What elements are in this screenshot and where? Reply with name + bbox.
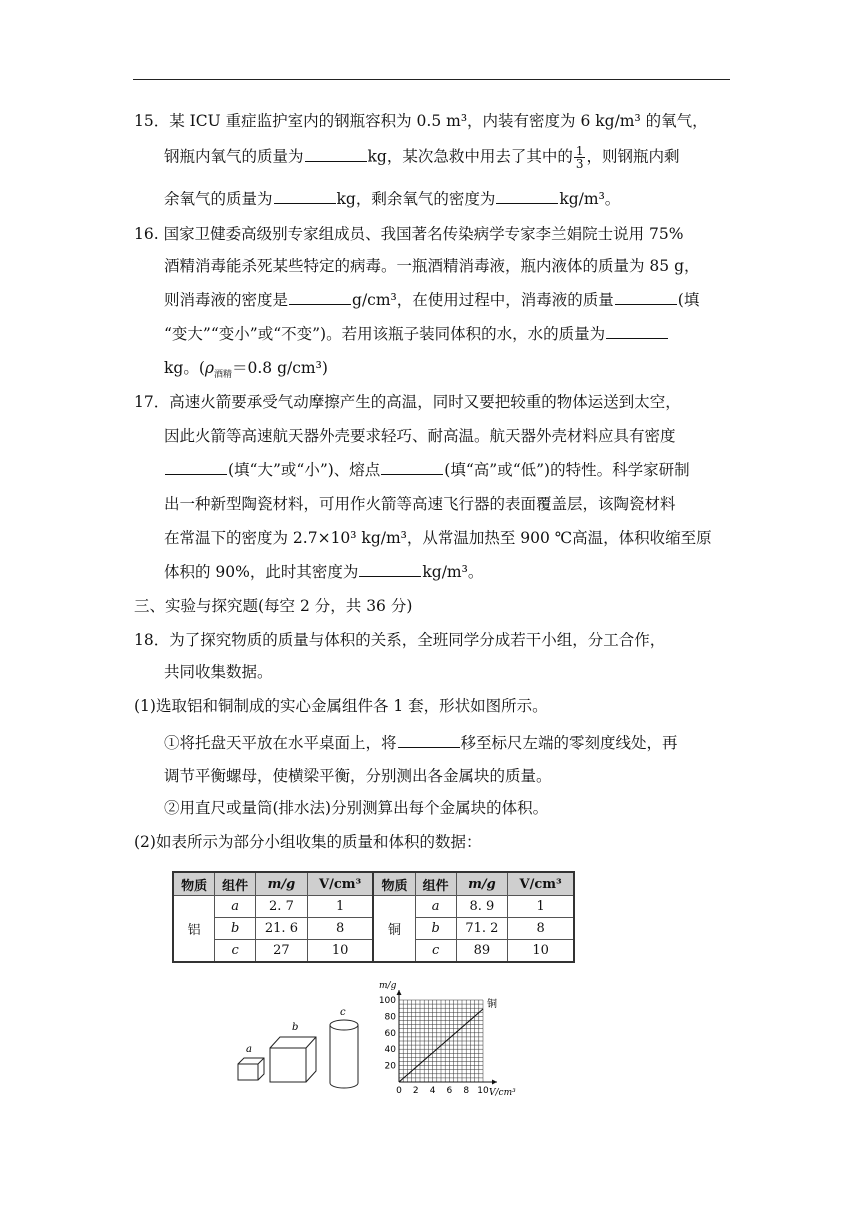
q16-line-4: “变大”“变小”或“不变”)。若用该瓶子装同体积的水，水的质量为 [164, 323, 669, 345]
part-cell: c [215, 940, 256, 963]
x-tick-label: 6 [446, 1086, 453, 1096]
header-cell: 组件 [215, 872, 256, 896]
mass-volume-chart [375, 978, 535, 1100]
answer-blank[interactable] [398, 733, 460, 748]
section-heading: 三、实验与探究题(每空 2 分，共 36 分) [134, 597, 413, 615]
x-tick-label: 0 [396, 1086, 402, 1096]
cube-b-shape [270, 1037, 316, 1082]
header-cell: 组件 [415, 872, 456, 896]
header-cell: m/g [256, 872, 308, 896]
q17-line-1: 17．高速火箭要承受气动摩擦产生的高温，同时又要把较重的物体运送到太空， [134, 393, 681, 411]
volume-cell: 8 [508, 918, 574, 940]
mass-cell: 71. 2 [456, 918, 508, 940]
q18-step-1: ①将托盘天平放在水平桌面上，将 移至标尺左端的零刻度线处，再 [164, 734, 678, 752]
chart-grid [399, 1000, 483, 1082]
header-cell: V/cm³ [307, 872, 373, 896]
cube-a-shape [238, 1058, 264, 1080]
q16-line-5: kg。($\rho_{酒精}=0.8$ g/cm³) [164, 359, 328, 381]
answer-blank[interactable] [496, 189, 558, 204]
y-axis-arrow [397, 990, 402, 995]
answer-blank[interactable] [381, 460, 443, 475]
q16-line-1: 16. 国家卫健委高级别专家组成员、我国著名传染病学专家李兰娟院士说用 75% [134, 225, 684, 243]
q15-line-3: 余氧气的质量为 kg，剩余氧气的密度为 kg/m³。 [164, 190, 621, 208]
y-tick-label: 100 [378, 996, 396, 1006]
q17-line-4: 出一种新型陶瓷材料，可用作火箭等高速飞行器的表面覆盖层，该陶瓷材料 [164, 495, 676, 513]
q16-line-3: 则消毒液的密度是 g/cm³，在使用过程中，消毒液的质量 (填 [164, 291, 700, 309]
x-axis-label: V/cm³ [489, 1088, 516, 1098]
q18-line-2: 共同收集数据。 [164, 663, 273, 681]
material-cell: 铜 [373, 896, 415, 963]
table-header-row [173, 872, 574, 896]
part-cell: a [215, 896, 256, 918]
q15-line-1: 15．某 ICU 重症监护室内的钢瓶容积为 0.5 m³，内装有密度为 6 kg/m³ 的氧气， [134, 112, 708, 130]
q17-line-2: 因此火箭等高速航天器外壳要求轻巧、耐高温。航天器外壳材料应具有密度 [164, 427, 676, 445]
part-cell: c [415, 940, 456, 963]
y-tick-label: 20 [384, 1061, 396, 1072]
y-tick-label: 60 [384, 1028, 396, 1039]
answer-blank[interactable] [289, 290, 351, 305]
fraction: $\frac{1}{3}$ [575, 144, 584, 171]
x-tick-label: 10 [477, 1086, 489, 1096]
x-tick-label: 4 [429, 1086, 436, 1096]
volume-cell: 8 [307, 918, 373, 940]
q17-line-3: (填“大”或“小”)、熔点 (填“高”或“低”)的特性。科学家研制 [164, 459, 690, 481]
part-cell: b [215, 918, 256, 940]
mass-cell: 27 [256, 940, 308, 963]
shape-label-a: a [246, 1044, 252, 1055]
shape-label-b: b [292, 1022, 299, 1033]
cylinder-c-shape [330, 1020, 358, 1088]
answer-blank[interactable] [305, 147, 367, 162]
header-cell: m/g [456, 872, 508, 896]
y-tick-label: 40 [384, 1045, 396, 1056]
q17-line-5: 在常温下的密度为 2.7×10³ kg/m³，从常温加热至 900 ℃高温，体积收缩至原 [164, 529, 712, 547]
table-row [173, 896, 574, 918]
material-cell: 铝 [173, 896, 215, 963]
header-cell: 物质 [373, 872, 415, 896]
q18-part-1: (1)选取铝和铜制成的实心金属组件各 1 套，形状如图所示。 [134, 697, 548, 715]
mass-cell: 89 [456, 940, 508, 963]
mass-cell: 21. 6 [256, 918, 308, 940]
answer-blank[interactable] [165, 460, 227, 475]
header-cell: 物质 [173, 872, 215, 896]
answer-blank[interactable] [615, 290, 677, 305]
volume-cell: 1 [508, 896, 574, 918]
volume-cell: 1 [307, 896, 373, 918]
metal-shapes-figure [230, 1005, 370, 1095]
part-cell: b [415, 918, 456, 940]
q18-step-1-cont: 调节平衡螺母，使横梁平衡，分别测出各金属块的质量。 [164, 767, 552, 785]
part-cell: a [415, 896, 456, 918]
y-tick-label: 80 [384, 1012, 396, 1023]
q18-line-1: 18．为了探究物质的质量与体积的关系，全班同学分成若干小组，分工合作， [134, 631, 666, 649]
q16-line-2: 酒精消毒能杀死某些特定的病毒。一瓶酒精消毒液，瓶内液体的质量为 85 g， [164, 257, 700, 275]
answer-blank[interactable] [274, 189, 336, 204]
q18-part-2: (2)如表所示为部分小组收集的质量和体积的数据： [134, 833, 482, 851]
series-label: 铜 [487, 999, 497, 1011]
volume-cell: 10 [307, 940, 373, 963]
answer-blank[interactable] [606, 324, 668, 339]
header-rule [133, 79, 730, 80]
x-tick-label: 8 [463, 1086, 470, 1096]
q17-line-6: 体积的 90%，此时其密度为 kg/m³。 [164, 563, 484, 581]
q18-step-2: ②用直尺或量筒(排水法)分别测算出每个金属块的体积。 [164, 799, 549, 817]
data-table [172, 871, 575, 963]
header-cell: V/cm³ [508, 872, 574, 896]
mass-cell: 2. 7 [256, 896, 308, 918]
y-axis-label: m/g [379, 981, 397, 991]
answer-blank[interactable] [359, 562, 421, 577]
x-tick-label: 2 [412, 1086, 419, 1096]
volume-cell: 10 [508, 940, 574, 963]
x-axis-arrow [492, 1080, 497, 1085]
mass-cell: 8. 9 [456, 896, 508, 918]
shape-label-c: c [340, 1007, 346, 1018]
q15-line-2: 钢瓶内氧气的质量为 kg，某次急救中用去了其中的 $\frac{1}{3}$ ，则钢瓶内剩 [164, 144, 680, 171]
